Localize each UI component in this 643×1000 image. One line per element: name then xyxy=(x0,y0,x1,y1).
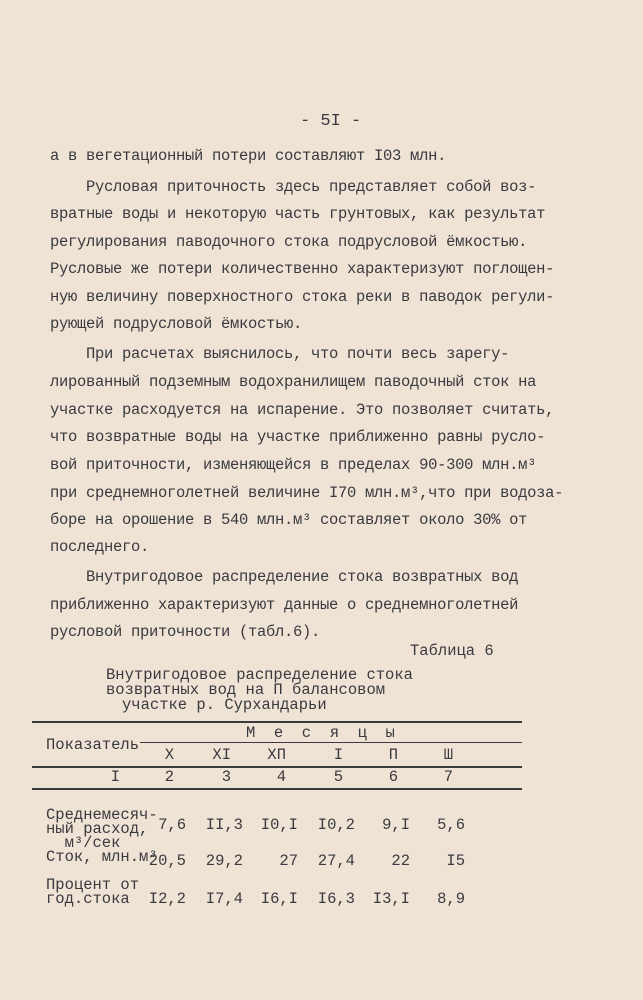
row-label: Сток, млн.м³ xyxy=(46,848,158,866)
text-line: При расчетах выяснилось, что почти весь зарегу- xyxy=(50,345,510,363)
row-label: м³/сек xyxy=(46,834,121,852)
table-caption: Таблица 6 xyxy=(410,642,494,660)
table-cell: 5,6 xyxy=(437,816,465,834)
column-number: 6 xyxy=(388,768,398,786)
table-title-2: возвратных вод на П балансовом xyxy=(106,681,386,699)
column-number: 3 xyxy=(221,768,231,786)
month-header: I xyxy=(333,746,343,764)
column-number: 7 xyxy=(443,768,453,786)
row-label: год.стока xyxy=(46,890,130,908)
table-cell: I0,2 xyxy=(317,816,355,834)
table-cell: 7,6 xyxy=(158,816,186,834)
text-line: при среднемноголетней величине I70 млн.м³,что при водоза- xyxy=(50,484,564,502)
column-number: 4 xyxy=(276,768,286,786)
month-header: X xyxy=(164,746,174,764)
page-number: - 5I - xyxy=(300,112,362,131)
table-cell: 20,5 xyxy=(148,852,186,870)
table-cell: 27,4 xyxy=(317,852,355,870)
text-line: последнего. xyxy=(50,538,150,556)
text-line: рующей подрусловой ёмкостью. xyxy=(50,315,303,333)
month-header: Ш xyxy=(443,746,453,764)
table-rule xyxy=(32,721,522,723)
table-cell: I6,I xyxy=(260,890,298,908)
table-cell: 29,2 xyxy=(205,852,243,870)
text-line: регулирования паводочного стока подрусловой ёмкостью. xyxy=(50,233,528,251)
table-cell: I0,I xyxy=(260,816,298,834)
table-cell: 8,9 xyxy=(437,890,465,908)
month-header: XI xyxy=(212,746,231,764)
table-cell: I2,2 xyxy=(148,890,186,908)
row-label: ный расход, xyxy=(46,820,149,838)
text-line: русловой приточности (табл.6). xyxy=(50,623,321,641)
text-line: приближенно характеризуют данные о среднемноголетней xyxy=(50,596,519,614)
month-header: П xyxy=(388,746,398,764)
text-line: вратные воды и некоторую часть грунтовых, как результат xyxy=(50,205,546,223)
text-line: вой приточности, изменяющейся в пределах 90-300 млн.м³ xyxy=(50,456,537,474)
text-line: а в вегетационный потери составляют I03 млн. xyxy=(50,147,447,165)
text-line: участке расходуется на испарение. Это позволяет считать, xyxy=(50,401,555,419)
header-months: М е с я ц ы xyxy=(246,724,395,742)
column-number: 5 xyxy=(333,768,343,786)
table-cell: II,3 xyxy=(205,816,243,834)
table-cell: I7,4 xyxy=(205,890,243,908)
table-cell: I5 xyxy=(446,852,465,870)
table-cell: 9,I xyxy=(382,816,410,834)
table-cell: 27 xyxy=(279,852,298,870)
month-header: XП xyxy=(267,746,286,764)
column-number: 2 xyxy=(164,768,174,786)
table-cell: I6,3 xyxy=(317,890,355,908)
text-line: лированный подземным водохранилищем паводочный сток на xyxy=(50,373,537,391)
column-number: I xyxy=(110,768,120,786)
text-line: Внутригодовое распределение стока возвратных вод xyxy=(50,568,519,586)
table-title-3: участке р. Сурхандарьи xyxy=(122,696,327,714)
row-label: Среднемесяч- xyxy=(46,806,158,824)
table-title-1: Внутригодовое распределение стока xyxy=(106,666,413,684)
table-rule xyxy=(140,742,522,743)
header-indicator: Показатель xyxy=(46,736,140,754)
text-line: что возвратные воды на участке приближенно равны русло- xyxy=(50,428,546,446)
text-line: Русловая приточность здесь представляет собой воз- xyxy=(50,178,537,196)
text-line: боре на орошение в 540 млн.м³ составляет около 30% от xyxy=(50,511,528,529)
table-rule xyxy=(32,788,522,790)
table-cell: I3,I xyxy=(372,890,410,908)
table-cell: 22 xyxy=(391,852,410,870)
text-line: Русловые же потери количественно характеризуют поглощен- xyxy=(50,260,555,278)
text-line: ную величину поверхностного стока реки в паводок регули- xyxy=(50,288,555,306)
row-label: Процент от xyxy=(46,876,140,894)
